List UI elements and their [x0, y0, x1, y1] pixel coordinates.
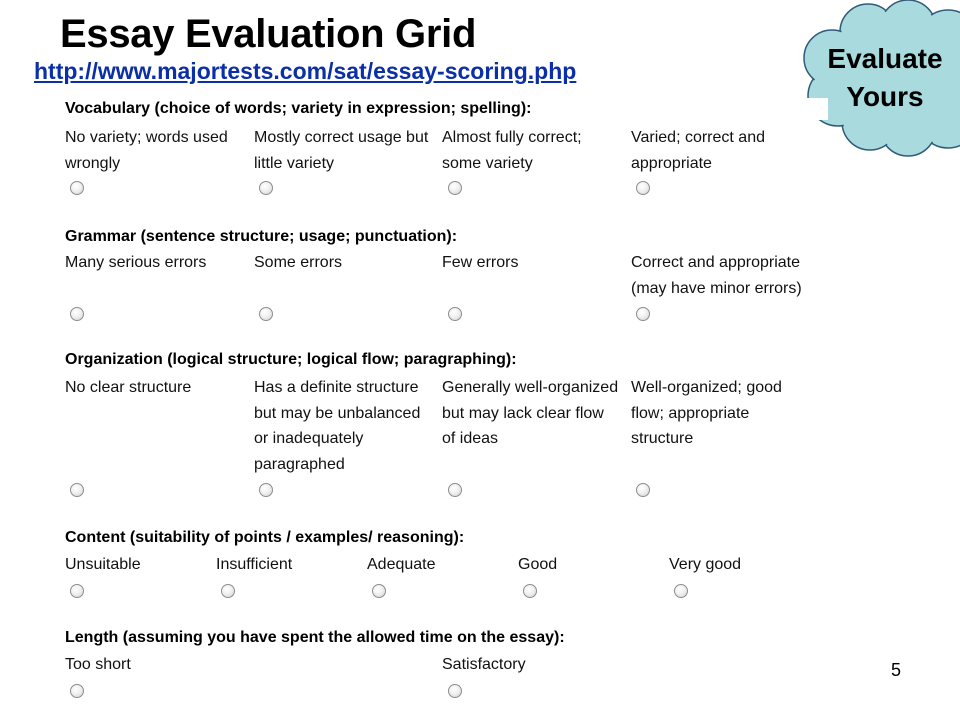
option-label-line: Has a definite structure — [254, 379, 419, 396]
option-label-line: or inadequately — [254, 430, 364, 447]
grammar-option-label — [254, 250, 342, 276]
callout-text — [810, 40, 960, 116]
organization-option-label — [65, 375, 191, 401]
option-label-line: Satisfactory — [442, 656, 526, 673]
organization-section-title: Organization (logical structure; logical flow; paragraphing): — [65, 351, 517, 368]
organization-radio-button[interactable] — [70, 483, 84, 497]
grammar-radio-button[interactable] — [259, 307, 273, 321]
option-label-line: Very good — [669, 556, 742, 573]
vocabulary-option-label — [65, 125, 228, 176]
vocabulary-radio-button[interactable] — [448, 181, 462, 195]
content-radio-button[interactable] — [372, 584, 386, 598]
evaluate-yours-callout — [788, 0, 960, 158]
content-section-title: Content (suitability of points / examples/ reasoning): — [65, 529, 465, 546]
length-radio-button[interactable] — [70, 684, 84, 698]
organization-radio-button[interactable] — [259, 483, 273, 497]
option-label-line: Few errors — [442, 254, 519, 271]
option-label-line: Many serious errors — [65, 254, 207, 271]
option-label-line: Some errors — [254, 254, 343, 271]
option-label-line: but may lack clear flow — [442, 404, 604, 422]
content-radio-button[interactable] — [221, 584, 235, 598]
organization-option-label — [254, 375, 420, 477]
grammar-section-title: Grammar (sentence structure; usage; punctuation): — [65, 228, 458, 245]
content-radio-button[interactable] — [674, 584, 688, 598]
vocabulary-radio-button[interactable] — [70, 181, 84, 195]
organization-radio-button[interactable] — [448, 483, 462, 497]
option-label-line: Correct and appropriate — [631, 254, 800, 271]
option-label-line: flow; appropriate — [631, 404, 750, 422]
vocabulary-option-label — [442, 125, 582, 176]
page-title: Essay Evaluation Grid — [60, 12, 477, 56]
option-label-line: Varied; correct and — [631, 129, 765, 146]
page-number: 5 — [891, 660, 902, 680]
length-option-label — [442, 652, 526, 678]
option-label-line: Too short — [65, 656, 131, 673]
vocabulary-section-title: Vocabulary (choice of words; variety in expression; spelling): — [65, 100, 532, 117]
length-section-title: Length (assuming you have spent the allowed time on the essay): — [65, 629, 565, 646]
content-option-label — [669, 552, 741, 578]
callout-line-1: Evaluate — [827, 43, 943, 74]
option-label-line: structure — [631, 430, 694, 447]
callout-line-2: Yours — [846, 81, 924, 112]
content-radio-button[interactable] — [523, 584, 537, 598]
option-label-line: Unsuitable — [65, 556, 141, 573]
grammar-radio-button[interactable] — [636, 307, 650, 321]
option-label-line: Generally well-organized — [442, 379, 619, 396]
option-label-line: No variety; words used — [65, 129, 228, 146]
option-label-line: but may be unbalanced — [254, 404, 421, 422]
content-option-label — [216, 552, 292, 578]
vocabulary-option-label — [631, 125, 765, 176]
content-option-label — [65, 552, 141, 578]
grammar-option-label — [65, 250, 206, 276]
option-label-line: wrongly — [65, 154, 121, 172]
option-label-line: of ideas — [442, 430, 499, 447]
option-label-line: (may have minor errors) — [631, 279, 802, 297]
option-label-line: little variety — [254, 154, 335, 172]
content-radio-button[interactable] — [70, 584, 84, 598]
grammar-option-label — [631, 250, 802, 301]
organization-option-label — [631, 375, 782, 452]
length-option-label — [65, 652, 131, 678]
option-label-line: paragraphed — [254, 455, 345, 473]
source-link[interactable]: http://www.majortests.com/sat/essay-scoring.php — [34, 58, 577, 84]
option-label-line: Insufficient — [216, 556, 293, 573]
option-label-line: Good — [518, 556, 558, 573]
content-option-label — [367, 552, 436, 578]
organization-radio-button[interactable] — [636, 483, 650, 497]
option-label-line: Mostly correct usage but — [254, 129, 429, 146]
organization-option-label — [442, 375, 618, 452]
grammar-option-label — [442, 250, 518, 276]
vocabulary-option-label — [254, 125, 428, 176]
grammar-radio-button[interactable] — [70, 307, 84, 321]
option-label-line: Adequate — [367, 556, 436, 573]
option-label-line: Well-organized; good — [631, 379, 782, 396]
option-label-line: No clear structure — [65, 379, 192, 396]
vocabulary-radio-button[interactable] — [636, 181, 650, 195]
length-radio-button[interactable] — [448, 684, 462, 698]
vocabulary-radio-button[interactable] — [259, 181, 273, 195]
option-label-line: appropriate — [631, 154, 712, 172]
option-label-line: some variety — [442, 154, 533, 172]
content-option-label — [518, 552, 557, 578]
option-label-line: Almost fully correct; — [442, 129, 582, 146]
grammar-radio-button[interactable] — [448, 307, 462, 321]
